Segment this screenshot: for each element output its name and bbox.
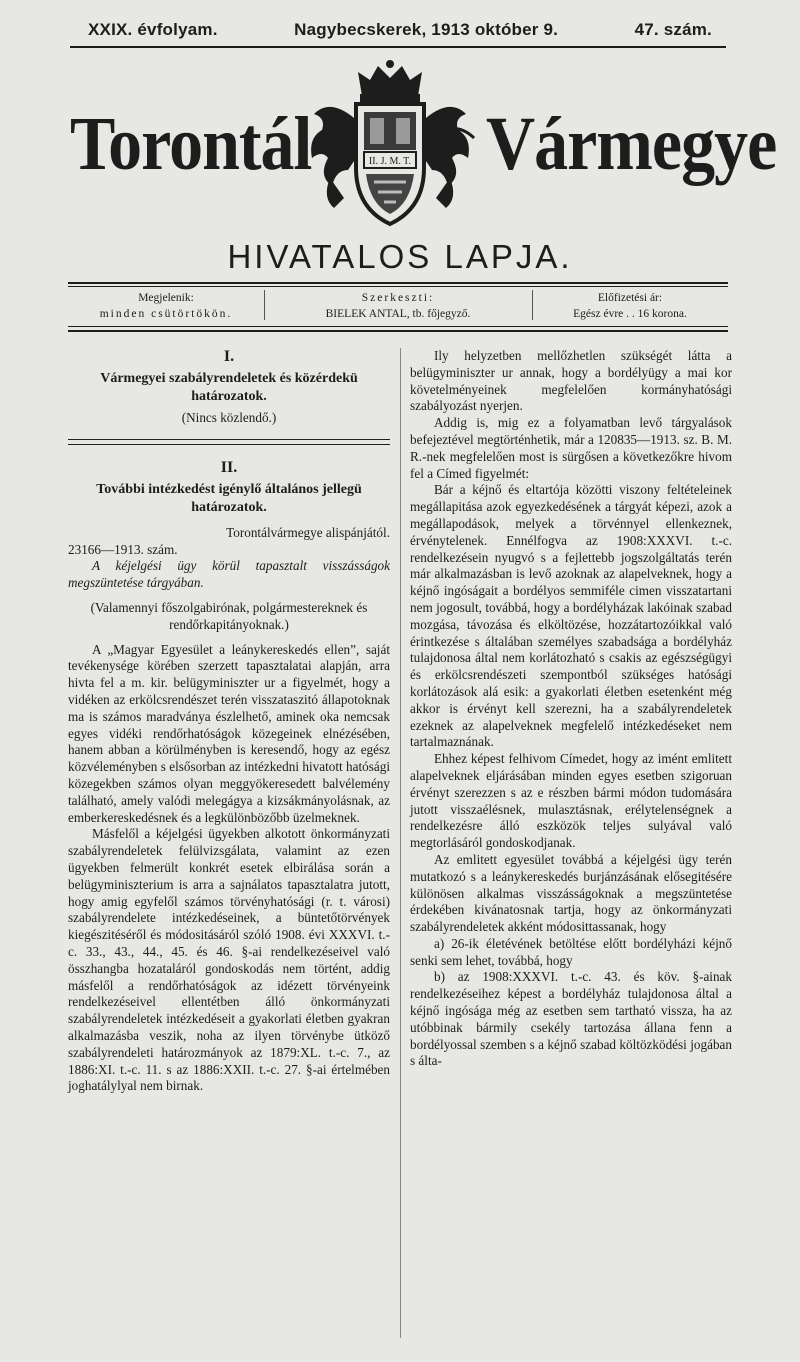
publication-value: minden csütörtökön. [99, 308, 233, 320]
masthead-left-word: Torontál [70, 100, 312, 186]
publication-label: Megjelenik: [138, 292, 194, 304]
issue-number: 47. szám. [634, 20, 712, 39]
editor-label: Szerkeszti: [361, 292, 435, 304]
section-divider [68, 439, 390, 445]
coat-of-arms-icon [300, 58, 480, 230]
article-paragraph: Bár a kéjnő és eltartója közötti viszony feltételeinek megállapitása azok egyezkedésének a tárgyát képezi, azok a megállapodások, melyek a törvénnyel ellenkeznek, érvénytelenek. Ennélfogva az 1908:XXXVI. t.-c. rendelkezésein nyugvó s a fejlettebb jogszolgáltatás terén már alkalmazásban is levő azoknak az alapelveknek, hogy a kéjnő ingóságait a bordélyos semmiféle cimen visszatartani nem jogosult, továbbá, hogy a bordélyházak lakóinak szabad mozgása, távozása és elköltözése, hozzátartozóikkal való érintkezése s általában személyes szabadsága a bordélyház tulajdonosa által nem korlátozható s csakis az egészségügyi és erkölcsrendészeti szempontból szükséges hatósági korlátozások alá esik: a gyakorlati életben esetenként még akkor is érvényt kell szerezni, ha a szabályrendeletek ezeknek az alapelveknek megfelelő intézkedéseket nem tartalmaznának. [410, 482, 732, 750]
article-paragraph: b) az 1908:XXXVI. t.-c. 43. és köv. §-ainak rendelkezéseihez képest a bordélyház tulajdonosa által a kéjnő ingósága még az esetben sem tartható vissza, ha az utóbbinak bármily csekély tartozása állana fenn a bordélyossal szemben s a kéjnő szabad költözködési jogában s álta- [410, 969, 732, 1069]
subscription-value: Egész évre . . 16 korona. [573, 308, 687, 320]
article-paragraph: Ily helyzetben mellőzhetlen szükségét látta a belügyminiszter ur annak, hogy a bordélyügy a mai kor követelményeinek megfelelően kormányhatósági szabályozást nyerjen. [410, 348, 732, 414]
right-column [410, 348, 732, 1070]
info-box [68, 290, 728, 324]
masthead-right-word: Vármegye [486, 100, 777, 186]
subscription-info [532, 290, 728, 322]
section-1-note: (Nincs közlendő.) [181, 410, 277, 425]
crest-monogram: II. J. M. T. [368, 156, 412, 167]
article-paragraph: a) 26-ik életévének betöltése előtt bordélyházi kéjnő senki sem lehet, továbbá, hogy [410, 935, 732, 968]
section-2-title: További intézkedést igénylő általános jellegü határozatok. [96, 481, 362, 515]
header-rule [70, 46, 726, 48]
section-1-number: I. [223, 348, 235, 365]
publication-info [68, 290, 264, 322]
volume-label: XXIX. évfolyam. [88, 20, 218, 39]
article-addressees: (Valamennyi főszolgabirónak, polgármestereknek és rendőrkapitányoknak.) [90, 599, 368, 632]
article-paragraph: Ehhez képest felhivom Címedet, hogy az imént emlitett alapelveknek eljárásában minden egyes esetben szigoruan érvényt szerezzen s az e részben bármi módon tudomására jutott visszaélésnek, mulasztásnak, erélytelenségnek a rendelkezésre álló eszközök teljes sulyával való megtorlásáról gondoskodjanak. [410, 751, 732, 851]
article-subject: A kéjelgési ügy körül tapasztalt visszásságok megszüntetése tárgyában. [68, 558, 390, 591]
info-top-rule-1 [68, 282, 728, 284]
article-paragraph: Az emlitett egyesület továbbá a kéjelgési ügy terén mutatkozó s a leánykereskedés burjánzásának elősegitésére különösen alkalmas visszásságoknak a megszüntetése érdekében kivánatosnak tartja, hogy az önkormányzati szabályrendeletek akként módosittassanak, hogy [410, 851, 732, 935]
place-date: Nagybecskerek, 1913 október 9. [294, 20, 559, 39]
article-paragraph: Másfelől a kéjelgési ügyekben alkotott önkormányzati szabályrendeletek felülvizsgálata, valamint az ezen ügyekben felmerült konkrét esetek elbirálása során a belügyminiszterium is arra a sajnálatos tapasztalatra jutott, hogy amig egyfelől számos törvényhatósági (r. t. városi) szabályrendelete intézkedéseinek, a büntetőtörvények kiegészitéséről és módositásáról szóló 1908. évi XXXVI. t.-c. 33., 43., 44., 45. és 46. §-ai rendelkezéseivel való összhangba hozataláról gondoskodás nem történt, addig másfelől a rendőrhatóságok az idézett törvényeink rendelkezéseivel ellentétben álló önkormányzati szabályrendeletek intézkedéseit a gyakorlati életben gyakran alkalmazásba veszik, noha az ilyen törvénybe ütköző szabályrendeleti határozmányok az 1879:XL. t.-c. 7., az 1886:XI. t.-c. 11. s az 1886:XXII. t.-c. 27. §-ai értelmében joghatálylyal nem birnak. [68, 826, 390, 1094]
left-column [68, 348, 390, 1095]
issue-header-line [70, 18, 726, 42]
subtitle: HIVATALOS LAPJA. [227, 238, 573, 275]
info-bottom-rule-1 [68, 326, 728, 327]
editor-info [264, 290, 532, 322]
article-paragraph: A „Magyar Egyesület a leánykereskedés ellen”, saját tevékenysége körében szerzett tapasztalatai alapján, arra hivta fel a m. kir. belügyminiszter ur a figyelmét, hogy a vidéken az erkölcsrendészet terén visszataszitó állapotoknak ma is számos maradványa észlelhető, aminek oka nemcsak egyes vidéki rendőrhatóságok közegeinek elnézésében, hanem abban a körülményben is keresendő, hogy az egész közvéleményben s elsősorban az intézkedni hivatott hatósági közegekben számos olyan meggyökeresedett balvélemény található, amely valódi melegágya a kizsákmányolásnak, az emberkereskedésnek és a legkülönbözőbb üzelmeknek. [68, 641, 390, 825]
editor-value: BIELEK ANTAL, tb. főjegyző. [325, 308, 471, 320]
section-1-title: Vármegyei szabályrendeletek és közérdekü határozatok. [100, 371, 358, 404]
column-divider [400, 348, 401, 1338]
article-number: 23166—1913. szám. [68, 541, 178, 557]
info-bottom-rule-2 [68, 330, 728, 332]
info-top-rule-2 [68, 286, 728, 287]
section-2-number: II. [220, 458, 238, 476]
article-paragraph: Addig is, mig ez a folyamatban levő tárgyalások befejeztével megtörténhetik, már a 120835—1913. sz. B. M. R.-nek megfelelően most is sürgősen a következőkre hivom fel a Címed figyelmét: [410, 415, 732, 481]
subscription-label: Előfizetési ár: [597, 292, 663, 304]
article-source: Torontálvármegye alispánjától. [226, 524, 390, 540]
